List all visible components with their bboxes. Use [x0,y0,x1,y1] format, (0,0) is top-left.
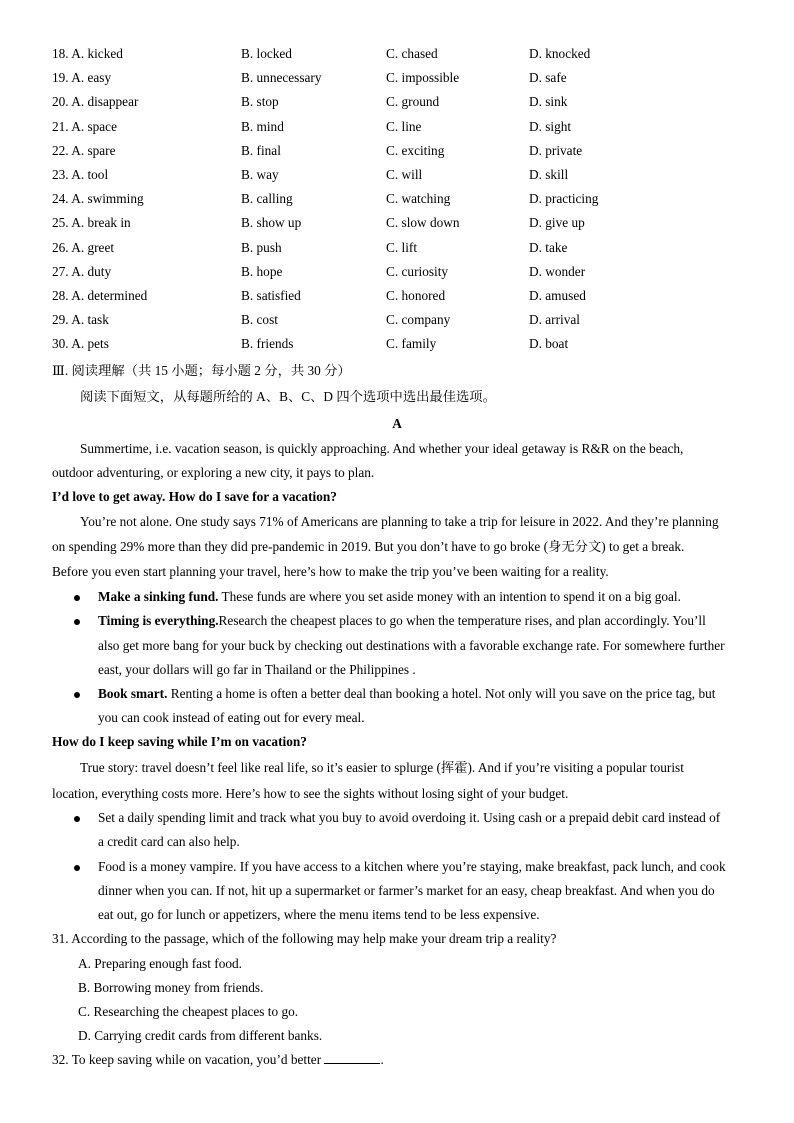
bullet-text: Research the cheapest places to go when the temperature rises, and plan accordingly. You’ll [218,613,706,628]
option-row [52,336,752,356]
option-b: B. way [241,167,279,182]
passage-paragraph-1-line-2: outdoor adventuring, or exploring a new city, it pays to plan. [52,465,375,480]
option-b: B. hope [241,263,283,279]
bullet-text: Renting a home is often a better deal than booking a hotel. Not only will you save on the price tag, but [167,686,716,701]
option-a: 20. A. disappear [52,94,139,110]
bullet-icon [74,619,80,625]
option-a: 21. A. space [52,118,117,134]
option-b: B. mind [241,118,284,134]
option-row [52,215,752,235]
option-d: D. skill [529,167,569,182]
subheading-keep-saving: How do I keep saving while I’m on vacation? [52,734,307,749]
bullet-title: Make a sinking fund. [98,589,219,604]
passage-paragraph-3-line-1: True story: travel doesn’t feel like real life, so it’s easier to splurge (挥霍). And if you’re visiting a popular tourist [80,760,684,775]
section-heading: Ⅲ. 阅读理解（共 15 小题；每小题 2 分，共 30 分） [52,363,351,378]
option-a: 18. A. kicked [52,46,123,61]
option-c: C. family [386,336,437,352]
question-31-option-a: A. Preparing enough fast food. [78,956,242,971]
option-d: D. boat [529,336,569,352]
option-row [52,312,752,332]
option-a: 26. A. greet [52,239,115,255]
question-32-end: . [380,1052,384,1067]
option-c: C. will [386,167,423,182]
answer-blank[interactable] [324,1051,380,1064]
option-c: C. honored [386,288,446,303]
option-row [52,167,752,187]
option-d: D. arrival [529,312,580,328]
section-instruction: 阅读下面短文，从每题所给的 A、B、C、D 四个选项中选出最佳选项。 [80,389,496,404]
option-row [52,94,752,114]
option-d: D. sight [529,118,572,134]
bullet-icon [74,865,80,871]
option-row [52,143,752,163]
passage-paragraph-2-line-1: You’re not alone. One study says 71% of Americans are planning to take a trip for leisure in 2022. And they’re planning [80,514,719,529]
bullet-spending-limit-line-2: a credit card can also help. [98,834,240,849]
option-b: B. calling [241,191,293,207]
bullet-spending-limit-line-1: Set a daily spending limit and track what you buy to avoid overdoing it. Using cash or a prepaid debit card instead of [98,810,721,825]
option-b: B. unnecessary [241,70,322,86]
question-31-option-b: B. Borrowing money from friends. [78,980,264,995]
option-d: D. practicing [529,191,599,207]
bullet-title: Book smart. [98,686,168,701]
option-c: C. exciting [386,142,445,158]
question-31: 31. According to the passage, which of the following may help make your dream trip a reality? [52,931,557,946]
passage-paragraph-3-line-2: location, everything costs more. Here’s how to see the sights without losing sight of your budget. [52,786,569,801]
option-row [52,288,752,308]
bullet-food-line-3: eat out, go for lunch or appetizers, where the menu items tend to be less expensive. [98,907,540,922]
option-c: C. chased [386,46,438,61]
option-d: D. private [529,142,583,158]
passage-label: A [392,416,402,431]
option-d: D. wonder [529,263,586,279]
option-row [52,191,752,211]
option-b: B. cost [241,312,278,328]
passage-paragraph-2-line-3: Before you even start planning your travel, here’s how to make the trip you’ve been waiting for a reality. [52,564,609,579]
option-row [52,240,752,260]
passage-paragraph-2-line-2: on spending 29% more than they did pre-pandemic in 2019. But you don’t have to go broke (身无分文) to get a break. [52,539,685,554]
option-c: C. line [386,118,422,134]
option-c: C. slow down [386,215,460,231]
bullet-book-smart-line-1 [98,684,756,704]
bullet-food-line-1: Food is a money vampire. If you have access to a kitchen where you’re staying, make breakfast, pack lunch, and cook [98,859,726,874]
option-a: 28. A. determined [52,288,148,303]
passage-paragraph-1-line-1: Summertime, i.e. vacation season, is quickly approaching. And whether your ideal getaway is R&R on the beach, [80,441,684,456]
option-b: B. satisfied [241,288,301,303]
option-c: C. watching [386,191,451,207]
option-row [52,70,752,90]
option-b: B. show up [241,215,302,231]
option-row [52,46,752,66]
option-c: C. ground [386,94,440,110]
option-b: B. locked [241,46,292,61]
bullet-icon [74,692,80,698]
bullet-icon [74,816,80,822]
question-32-text: 32. To keep saving while on vacation, you’d better [52,1052,322,1067]
option-a: 22. A. spare [52,142,116,158]
option-a: 27. A. duty [52,263,112,279]
bullet-timing-line-2: also get more bang for your buck by checking out destinations with a favorable exchange rate. For somewhere further [98,638,725,653]
bullet-book-smart-line-2: you can cook instead of eating out for every meal. [98,710,365,725]
option-b: B. stop [241,94,279,110]
bullet-text: These funds are where you set aside money with an intention to spend it on a big goal. [218,589,681,604]
option-c: C. lift [386,239,418,255]
bullet-food-line-2: dinner when you can. If not, hit up a supermarket or farmer’s market for an easy, cheap breakfast. And when you do [98,883,715,898]
question-32 [52,1050,756,1070]
option-a: 19. A. easy [52,70,112,86]
option-row [52,264,752,284]
option-a: 29. A. task [52,312,109,328]
option-b: B. push [241,239,282,255]
option-b: B. final [241,142,281,158]
option-a: 24. A. swimming [52,191,144,207]
option-a: 25. A. break in [52,215,131,231]
option-d: D. amused [529,288,586,303]
option-c: C. impossible [386,70,460,86]
question-31-option-c: C. Researching the cheapest places to go. [78,1004,299,1019]
option-row [52,119,752,139]
option-d: D. take [529,239,568,255]
option-a: 23. A. tool [52,167,109,182]
option-c: C. company [386,312,451,328]
option-b: B. friends [241,336,294,352]
bullet-timing-line-1 [98,611,756,631]
option-d: D. sink [529,94,568,110]
bullet-icon [74,595,80,601]
option-d: D. safe [529,70,567,86]
bullet-timing-line-3: east, your dollars will go far in Thailand or the Philippines . [98,662,416,677]
question-31-option-d: D. Carrying credit cards from different banks. [78,1028,323,1043]
subheading-save-for-vacation: I’d love to get away. How do I save for a vacation? [52,489,337,504]
bullet-title: Timing is everything. [98,613,219,628]
option-c: C. curiosity [386,263,449,279]
option-d: D. knocked [529,46,591,61]
option-d: D. give up [529,215,585,231]
bullet-sinking-fund [98,587,756,607]
option-a: 30. A. pets [52,336,109,352]
